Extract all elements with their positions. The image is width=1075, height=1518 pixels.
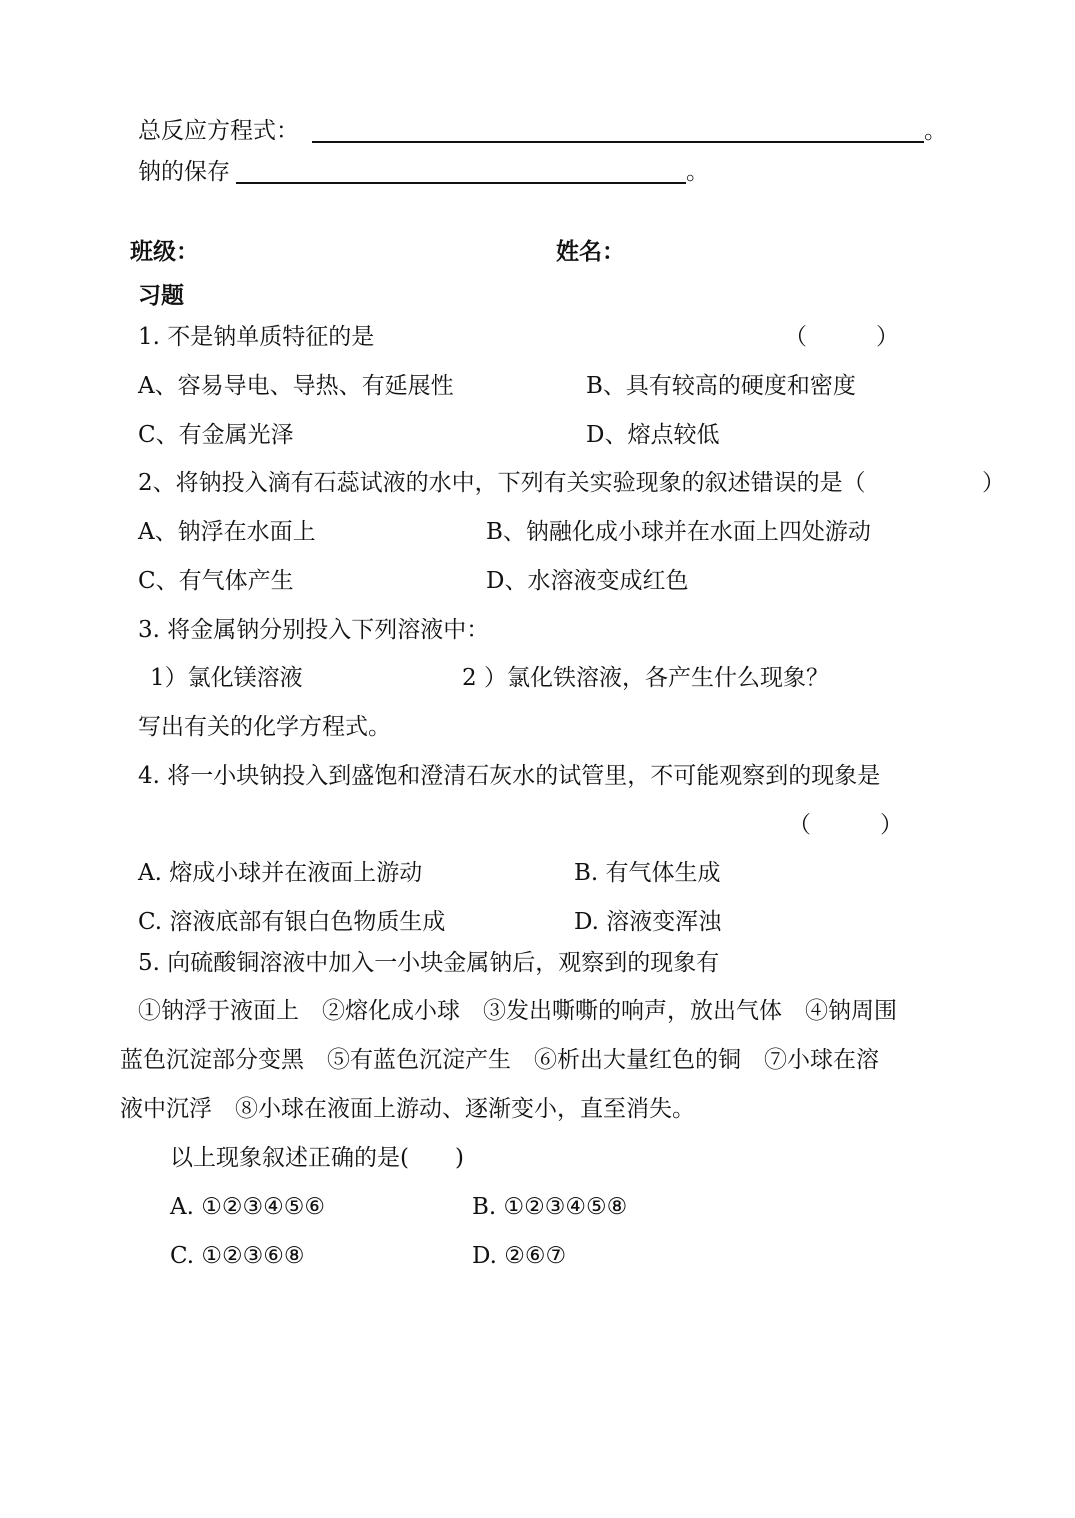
- q1-option-c: C、有金属光泽: [138, 422, 294, 448]
- q1-option-b: B、具有较高的硬度和密度: [586, 373, 856, 399]
- q4-stem: 4. 将一小块钠投入到盛饱和澄清石灰水的试管里，不可能观察到的现象是: [138, 763, 881, 789]
- q5-option-b: B. ①②③④⑤⑧: [472, 1194, 628, 1220]
- storage-end: 。: [686, 159, 709, 185]
- q5-option-a: A. ①②③④⑤⑥: [170, 1194, 325, 1220]
- q2-bracket-close: ）: [982, 470, 1005, 496]
- q1-bracket: （ ）: [784, 324, 899, 350]
- q4-bracket: （ ）: [788, 812, 903, 838]
- q2-option-a: A、钠浮在水面上: [138, 519, 316, 545]
- storage-label: 钠的保存: [138, 159, 230, 185]
- q2-option-c: C、有气体产生: [138, 568, 294, 594]
- q2-option-b: B、钠融化成小球并在水面上四处游动: [486, 519, 871, 545]
- q5-question: 以上现象叙述正确的是( ): [170, 1145, 464, 1171]
- q5-line-1: ①钠浮于液面上 ②熔化成小球 ③发出嘶嘶的响声，放出气体 ④钠周围: [138, 998, 897, 1024]
- q3-follow: 写出有关的化学方程式。: [138, 714, 391, 740]
- q1-option-a: A、容易导电、导热、有延展性: [138, 373, 454, 399]
- q5-option-d: D. ②⑥⑦: [472, 1243, 567, 1269]
- q4-option-c: C. 溶液底部有银白色物质生成: [138, 909, 446, 935]
- section-title: 习题: [138, 283, 184, 309]
- q4-option-b: B. 有气体生成: [574, 860, 721, 886]
- class-label: 班级：: [130, 239, 199, 265]
- reaction-end: 。: [924, 118, 947, 144]
- name-label: 姓名：: [556, 239, 625, 265]
- q1-option-d: D、熔点较低: [586, 422, 720, 448]
- q3-stem: 3. 将金属钠分别投入下列溶液中：: [138, 617, 490, 643]
- q3-item-1: 1）氯化镁溶液: [150, 665, 303, 691]
- q5-stem: 5. 向硫酸铜溶液中加入一小块金属钠后，观察到的现象有: [138, 950, 720, 976]
- q5-option-c: C. ①②③⑥⑧: [170, 1243, 305, 1269]
- q5-line-2: 蓝色沉淀部分变黑 ⑤有蓝色沉淀产生 ⑥析出大量红色的铜 ⑦小球在溶: [120, 1047, 879, 1073]
- q4-option-a: A. 熔成小球并在液面上游动: [138, 860, 423, 886]
- reaction-label: 总反应方程式：: [138, 118, 299, 144]
- q5-line-3: 液中沉浮 ⑧小球在液面上游动、逐渐变小，直至消失。: [120, 1096, 695, 1122]
- reaction-blank[interactable]: [312, 141, 924, 143]
- q2-stem: 2、将钠投入滴有石蕊试液的水中，下列有关实验现象的叙述错误的是（: [138, 470, 866, 496]
- q4-option-d: D. 溶液变浑浊: [574, 909, 722, 935]
- q2-option-d: D、水溶液变成红色: [486, 568, 689, 594]
- q3-item-2: 2 ）氯化铁溶液，各产生什么现象？: [462, 665, 829, 691]
- storage-blank[interactable]: [236, 182, 686, 184]
- q1-stem: 1. 不是钠单质特征的是: [138, 324, 375, 350]
